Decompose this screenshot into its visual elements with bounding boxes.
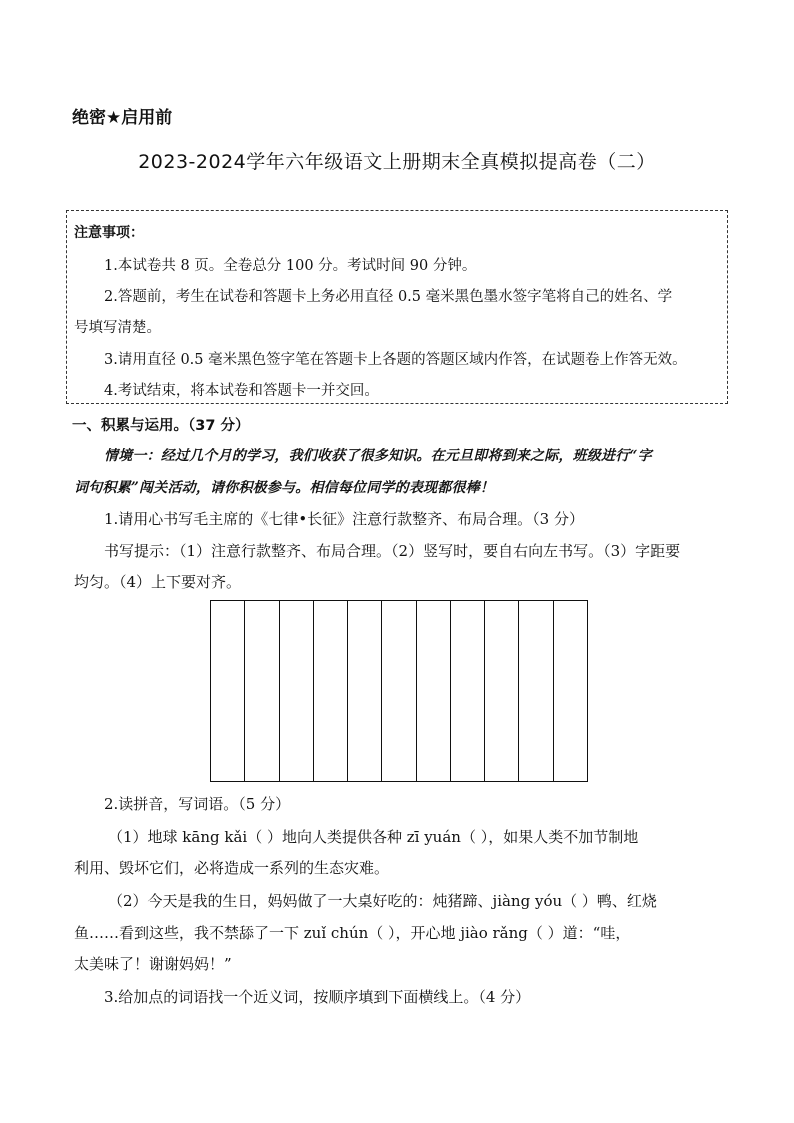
writing-grid-column[interactable] [451,601,485,781]
writing-grid-column[interactable] [314,601,348,781]
question-2-line-4: 鱼……看到这些，我不禁舔了一下 zuǐ chún（ ），开心地 jiào rǎng（ ）道：“哇， [74,924,631,942]
question-2-line-3: （2）今天是我的生日，妈妈做了一大桌好吃的：炖猪蹄、jiàng yóu（ ）鸭、红烧 [108,892,657,910]
notice-item-4: 4.考试结束，将本试卷和答题卡一并交回。 [104,383,379,399]
confidential-mark: 绝密★启用前 [72,108,173,128]
question-2-line-1: （1）地球 kāng kǎi（ ）地向人类提供各种 zī yuán（ ），如果人类不加节制地 [108,828,639,846]
notice-heading: 注意事项： [74,225,144,241]
question-1-tips-1: 书写提示：（1）注意行款整齐、布局合理。（2）竖写时，要自右向左书写。（3）字距要 [104,542,681,560]
question-2-line-5: 太美味了！谢谢妈妈！” [74,955,232,973]
section-heading: 一、积累与运用。（37 分） [72,418,250,434]
writing-grid-column[interactable] [554,601,587,781]
writing-grid-column[interactable] [280,601,314,781]
writing-grid-column[interactable] [382,601,416,781]
notice-box [66,210,728,404]
exam-title: 2023-2024学年六年级语文上册期末全真模拟提高卷（二） [138,151,656,173]
writing-grid-column[interactable] [519,601,553,781]
notice-item-1: 1.本试卷共 8 页。全卷总分 100 分。考试时间 90 分钟。 [104,258,477,274]
notice-item-3: 3.请用直径 0.5 毫米黑色签字笔在答题卡上各题的答题区域内作答，在试题卷上作答无效。 [104,352,687,368]
scene-line-2: 词句积累”闯关活动，请你积极参与。相信每位同学的表现都很棒！ [74,480,495,496]
question-1-prompt: 1.请用心书写毛主席的《七律•长征》注意行款整齐、布局合理。（3 分） [104,510,584,528]
question-1-tips-2: 均匀。（4）上下要对齐。 [74,573,242,591]
writing-grid-column[interactable] [417,601,451,781]
question-3-prompt: 3.给加点的词语找一个近义词，按顺序填到下面横线上。（4 分） [104,988,531,1006]
writing-grid-column[interactable] [245,601,279,781]
writing-grid-column[interactable] [211,601,245,781]
question-2-prompt: 2.读拼音，写词语。（5 分） [104,795,291,813]
writing-grid-column[interactable] [348,601,382,781]
notice-item-2-cont: 号填写清楚。 [74,320,161,336]
scene-line-1: 情境一：经过几个月的学习，我们收获了很多知识。在元旦即将到来之际，班级进行“字 [104,448,652,464]
notice-item-2: 2.答题前，考生在试卷和答题卡上务必用直径 0.5 毫米黑色墨水签字笔将自己的姓名、学 [104,289,673,305]
writing-grid-column[interactable] [485,601,519,781]
writing-grid[interactable] [210,600,588,782]
question-2-line-2: 利用、毁坏它们，必将造成一系列的生态灾难。 [74,859,390,877]
